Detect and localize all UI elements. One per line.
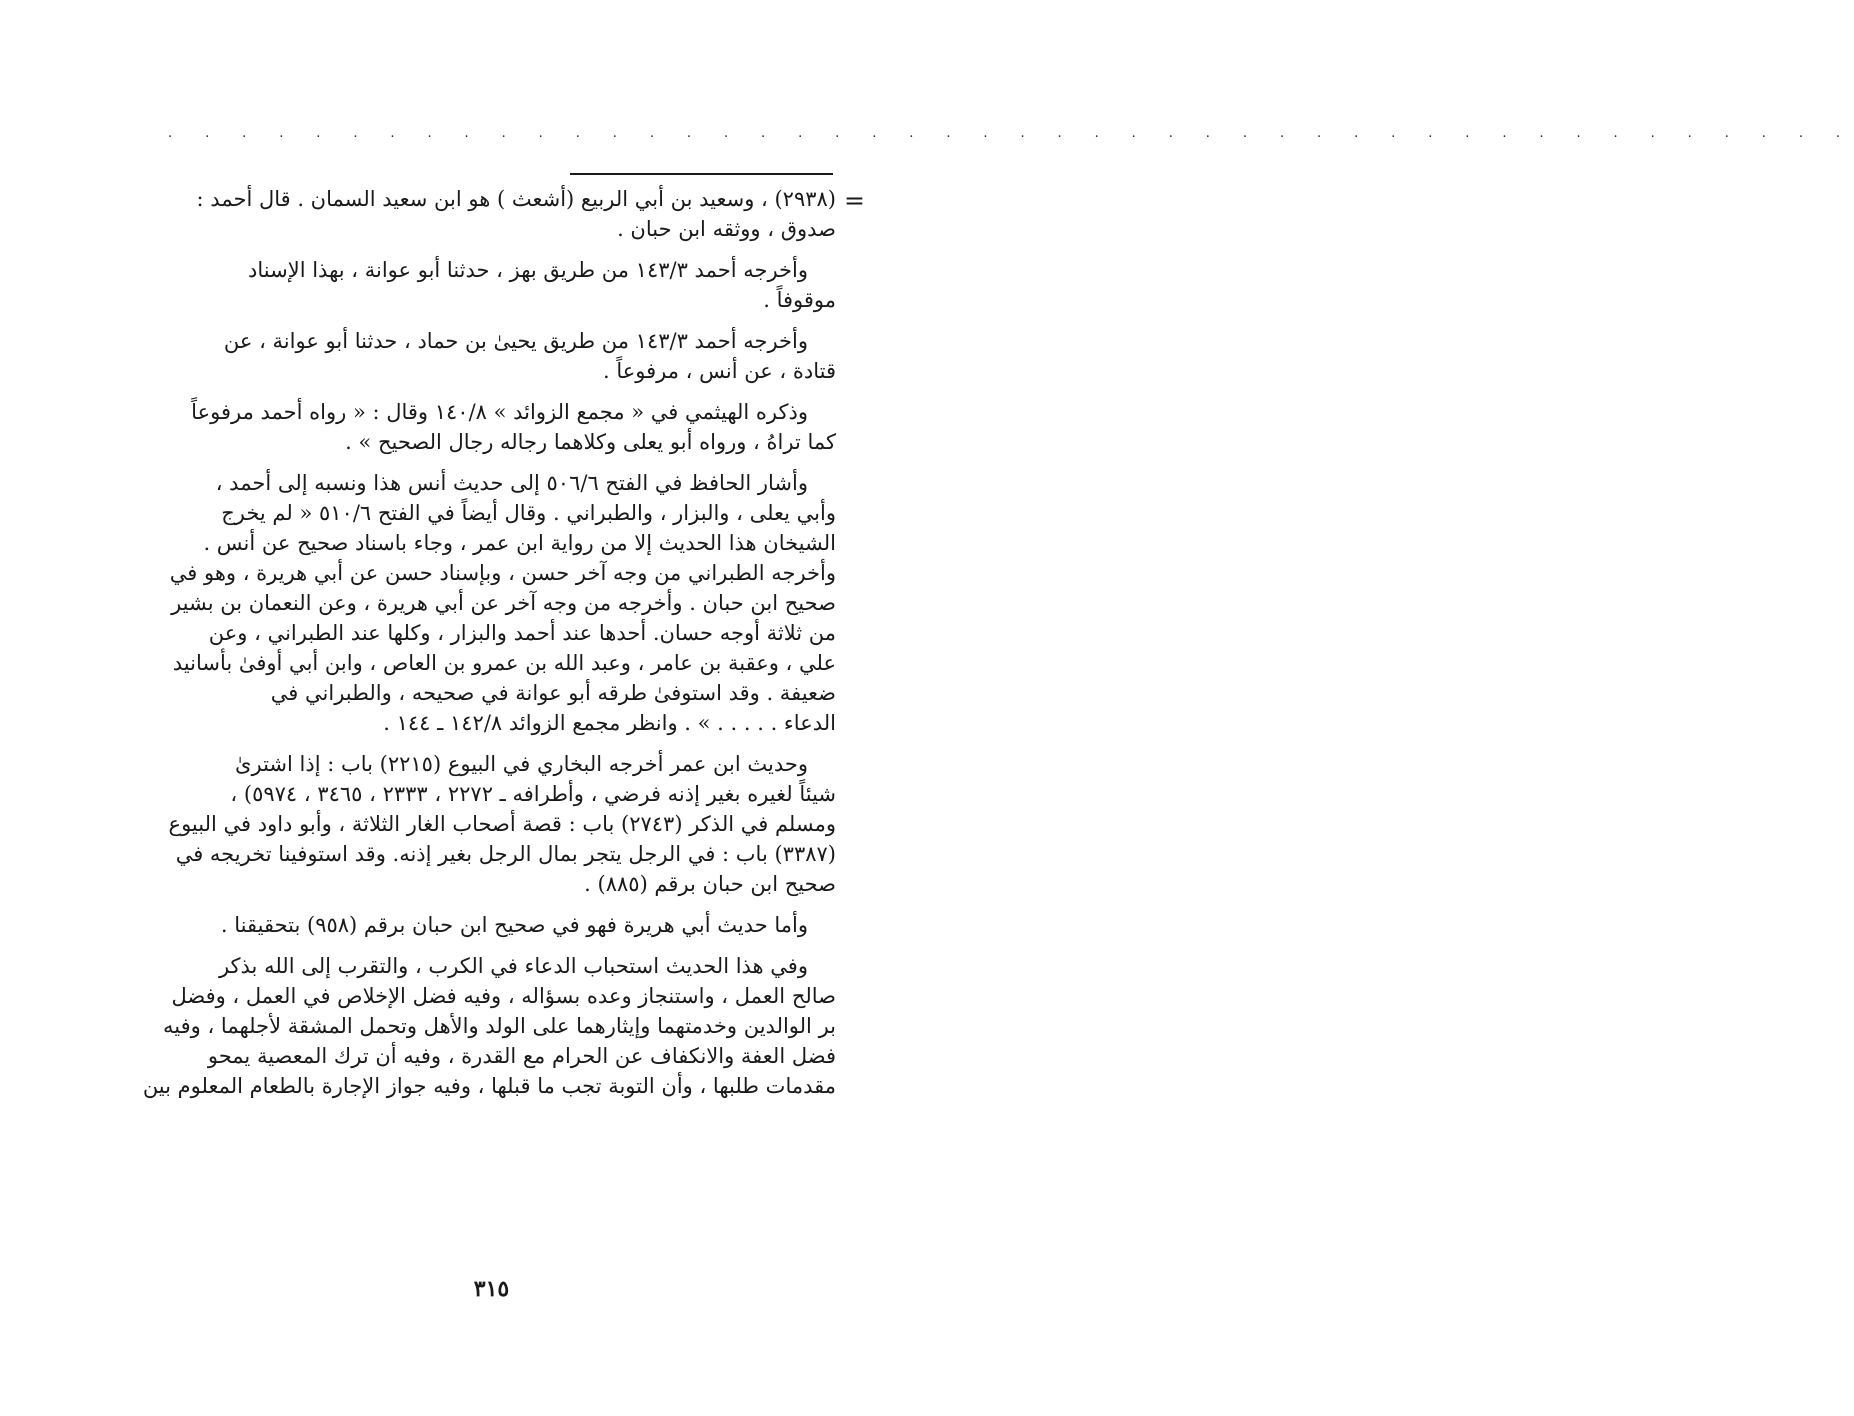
text-line: وذكره الهيثمي في « مجمع الزوائد » ١٤٠/٨ وقال : « رواه أحمد مرفوعاً [191,400,808,424]
continuation-mark: = [844,186,865,215]
text-line: مقدمات طلبها ، وأن التوبة تجب ما قبلها ، وفيه جواز الإجارة بالطعام المعلوم بين [142,1074,836,1098]
text-line: صحيح ابن حبان . وأخرجه من وجه آخر عن أبي هريرة ، وعن النعمان بن بشير [171,591,836,615]
text-line: وأخرجه أحمد ١٤٣/٣ من طريق يحيىٰ بن حماد ، حدثنا أبو عوانة ، عن [223,329,808,353]
text-line: الشيخان هذا الحديث إلا من رواية ابن عمر ، وجاء باسناد صحيح عن أنس . [203,531,836,555]
text-line: وأخرجه الطبراني من وجه آخر حسن ، وبإسناد حسن عن أبي هريرة ، وهو في [169,561,836,585]
text-line: ضعيفة . وقد استوفىٰ طرقه أبو عوانة في صحيحه ، والطبراني في [270,681,836,705]
footnote-text [142,184,836,1101]
text-line: (٣٣٨٧) باب : في الرجل يتجر بمال الرجل بغير إذنه. وقد استوفينا تخريجه في [175,842,836,866]
footnote-rule [570,173,833,175]
page-number: ٣١٥ [473,1276,510,1302]
text-line: وفي هذا الحديث استحباب الدعاء في الكرب ، والتقرب إلى الله بذكر [218,954,808,978]
text-line: صحيح ابن حبان برقم (٨٨٥) . [584,872,836,896]
text-line: ومسلم في الذكر (٢٧٤٣) باب : قصة أصحاب الغار الثلاثة ، وأبو داود في البيوع [168,812,836,836]
text-line: من ثلاثة أوجه حسان. أحدها عند أحمد والبزار ، وكلها عند الطبراني ، وعن [208,621,836,645]
separator-dots: . . . . . . . . . . . . . . . . . . . . . . . . . . . . . . . . . . . . . . . . . . . . . . [168,126,1854,141]
text-line: شيئاً لغيره بغير إذنه فرضي ، وأطرافه ـ ٢٢٧٢ ، ٢٣٣٣ ، ٣٤٦٥ ، ٥٩٧٤) ، [230,782,836,806]
text-line: وحديث ابن عمر أخرجه البخاري في البيوع (٢٢١٥) باب : إذا اشترىٰ [235,752,808,776]
text-line: قتادة ، عن أنس ، مرفوعاً . [602,359,836,383]
text-line: وأما حديث أبي هريرة فهو في صحيح ابن حبان برقم (٩٥٨) بتحقيقنا . [220,913,808,937]
text-line: موقوفاً . [763,288,836,312]
text-line: (٢٩٣٨) ، وسعيد بن أبي الربيع (أشعث ) هو ابن سعيد السمان . قال أحمد : [196,187,836,211]
text-line: كما تراهُ ، ورواه أبو يعلى وكلاهما رجاله رجال الصحيح » . [345,430,836,454]
text-line: الدعاء . . . . . » . وانظر مجمع الزوائد ١٤٢/٨ ـ ١٤٤ . [383,711,836,735]
text-line: وأخرجه أحمد ١٤٣/٣ من طريق بهز ، حدثنا أبو عوانة ، بهذا الإسناد [248,258,808,282]
text-line: علي ، وعقبة بن عامر ، وعبد الله بن عمرو بن العاص ، وابن أبي أوفىٰ بأسانيد [172,651,836,675]
text-line: وأشار الحافظ في الفتح ٥٠٦/٦ إلى حديث أنس هذا ونسبه إلى أحمد ، [215,471,808,495]
text-line: وأبي يعلى ، والبزار ، والطبراني . وقال أيضاً في الفتح ٥١٠/٦ « لم يخرج [221,501,836,525]
text-line: صدوق ، ووثقه ابن حبان . [617,217,836,241]
text-line: صالح العمل ، واستنجاز وعده بسؤاله ، وفيه فضل الإخلاص في العمل ، وفضل [171,984,836,1008]
text-line: فضل العفة والانكفاف عن الحرام مع القدرة ، وفيه أن ترك المعصية يمحو [207,1044,836,1068]
text-line: بر الوالدين وخدمتهما وإيثارهما على الولد والأهل وتحمل المشقة لأجلهما ، وفيه [163,1014,836,1038]
